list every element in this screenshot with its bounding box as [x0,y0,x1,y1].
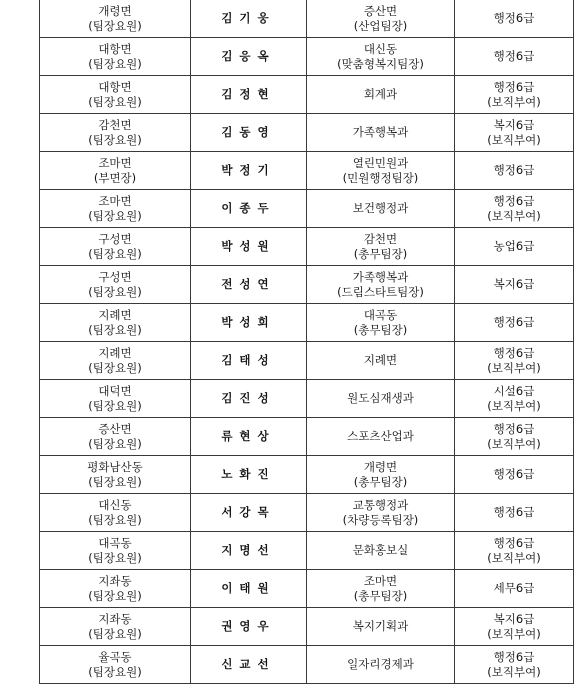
employee-name: 노화진 [191,456,307,494]
employee-name: 류현상 [191,418,307,456]
current-post-cell [40,646,191,684]
current-post-role: (팀장요원) [88,322,142,337]
current-post-office: 지좌동 [98,611,132,626]
new-post-office: 문화홍보실 [352,543,409,557]
employee-name: 박성희 [191,304,307,342]
grade-assignment-note: (보직부여) [487,436,541,451]
new-post-team: (총무팀장) [353,246,408,261]
current-post-cell [40,304,191,342]
new-post-cell [307,570,455,608]
new-post-office: 열린민원과 [352,155,409,170]
grade-cell [455,228,574,266]
grade-cell [455,38,574,76]
new-post-office: 교통행정과 [352,497,409,512]
grade-label: 행정6급 [493,79,535,94]
current-post-office: 대신동 [98,497,132,512]
current-post-role: (팀장요원) [88,246,142,261]
new-post-cell [307,0,455,38]
table-row [40,380,574,418]
employee-name: 박성원 [191,228,307,266]
new-post-cell [307,418,455,456]
new-post-cell [307,494,455,532]
table-row [40,342,574,380]
current-post-office: 평화남산동 [87,459,143,474]
current-post-cell [40,456,191,494]
new-post-cell [307,152,455,190]
current-post-cell [40,38,191,76]
table-row [40,228,574,266]
employee-name: 김응옥 [191,38,307,76]
new-post-cell [307,532,455,570]
current-post-cell [40,532,191,570]
new-post-team: (총무팀장) [353,474,408,489]
current-post-office: 대항면 [98,79,132,94]
employee-name: 김태성 [191,342,307,380]
new-post-team: (드림스타트팀장) [337,284,424,299]
grade-assignment-note: (보직부여) [487,208,541,223]
grade-cell [455,418,574,456]
table-row [40,608,574,646]
current-post-cell [40,114,191,152]
table-row [40,418,574,456]
employee-name: 서강목 [191,494,307,532]
current-post-cell [40,342,191,380]
employee-name: 박정기 [191,152,307,190]
grade-cell [455,608,574,646]
new-post-team: (맞춤형복지팀장) [337,56,424,71]
table-row [40,532,574,570]
current-post-cell [40,418,191,456]
table-row [40,456,574,494]
new-post-cell [307,608,455,646]
current-post-office: 구성면 [98,231,132,246]
new-post-cell [307,380,455,418]
employee-name: 신교선 [191,646,307,684]
grade-label: 세무6급 [493,581,535,595]
grade-label: 행정6급 [493,345,535,360]
grade-label: 행정6급 [493,649,535,664]
grade-label: 행정6급 [493,535,535,550]
grade-cell [455,380,574,418]
new-post-cell [307,342,455,380]
grade-label: 복지6급 [493,611,535,626]
grade-cell [455,114,574,152]
current-post-role: (팀장요원) [88,132,142,147]
table-row [40,0,574,38]
grade-label: 행정6급 [493,11,535,25]
grade-cell [455,570,574,608]
current-post-role: (팀장요원) [88,436,142,451]
current-post-role: (팀장요원) [88,18,142,33]
current-post-cell [40,76,191,114]
current-post-role: (팀장요원) [88,474,142,489]
employee-name: 이종두 [191,190,307,228]
new-post-office: 보건행정과 [352,201,409,215]
grade-label: 시설6급 [493,383,535,398]
current-post-cell [40,152,191,190]
grade-assignment-note: (보직부여) [487,550,541,565]
new-post-office: 조마면 [363,573,398,588]
current-post-cell [40,570,191,608]
new-post-cell [307,456,455,494]
employee-name: 이태원 [191,570,307,608]
grade-cell [455,304,574,342]
new-post-office: 가족행복과 [352,269,409,284]
grade-cell [455,532,574,570]
current-post-office: 증산면 [98,421,132,436]
grade-cell [455,342,574,380]
new-post-office: 개령면 [363,459,398,474]
new-post-cell [307,190,455,228]
new-post-cell [307,228,455,266]
current-post-cell [40,266,191,304]
current-post-role: (팀장요원) [88,664,142,679]
grade-assignment-note: (보직부여) [487,664,541,679]
grade-label: 행정6급 [493,315,535,329]
table-row [40,152,574,190]
employee-name: 김기웅 [191,0,307,38]
table-row [40,76,574,114]
employee-name: 김진성 [191,380,307,418]
current-post-role: (팀장요원) [88,550,142,565]
grade-cell [455,152,574,190]
grade-cell [455,190,574,228]
new-post-cell [307,38,455,76]
personnel-table-body [40,0,574,684]
table-row [40,190,574,228]
grade-assignment-note: (보직부여) [487,626,541,641]
table-row [40,570,574,608]
current-post-office: 지례면 [98,345,132,360]
employee-name: 전성연 [191,266,307,304]
grade-cell [455,646,574,684]
current-post-role: (팀장요원) [88,398,142,413]
current-post-office: 구성면 [98,269,132,284]
grade-assignment-note: (보직부여) [487,132,541,147]
grade-cell [455,76,574,114]
grade-cell [455,456,574,494]
new-post-team: (산업팀장) [353,18,408,33]
current-post-role: (팀장요원) [88,284,142,299]
table-row [40,646,574,684]
new-post-office: 복지기획과 [352,619,409,633]
new-post-office: 대신동 [363,41,398,56]
current-post-office: 지례면 [98,307,132,322]
current-post-office: 조마면 [98,193,132,208]
grade-label: 농업6급 [493,239,535,253]
current-post-office: 지좌동 [98,573,132,588]
table-row [40,304,574,342]
new-post-cell [307,114,455,152]
current-post-office: 대곡동 [98,535,132,550]
new-post-team: (차량등록팀장) [342,512,419,527]
grade-assignment-note: (보직부여) [487,360,541,375]
current-post-role: (팀장요원) [88,56,142,71]
employee-name: 김동영 [191,114,307,152]
grade-assignment-note: (보직부여) [487,398,541,413]
current-post-cell [40,380,191,418]
grade-cell [455,0,574,38]
new-post-office: 원도심재생과 [347,391,414,405]
current-post-cell [40,494,191,532]
current-post-office: 대덕면 [98,383,132,398]
new-post-cell [307,76,455,114]
new-post-cell [307,266,455,304]
grade-label: 행정6급 [493,193,535,208]
table-row [40,114,574,152]
current-post-office: 감천면 [98,117,132,132]
new-post-office: 대곡동 [363,307,398,322]
employee-name: 지명선 [191,532,307,570]
current-post-cell [40,0,191,38]
current-post-cell [40,608,191,646]
new-post-cell [307,646,455,684]
new-post-office: 일자리경제과 [347,657,414,671]
grade-label: 복지6급 [493,277,535,291]
table-row [40,494,574,532]
new-post-cell [307,304,455,342]
current-post-cell [40,190,191,228]
grade-label: 행정6급 [493,49,535,63]
new-post-office: 증산면 [363,3,398,18]
new-post-office: 지례면 [363,353,398,367]
new-post-office: 가족행복과 [352,125,409,139]
table-row [40,38,574,76]
grade-cell [455,266,574,304]
current-post-office: 개령면 [98,3,132,18]
current-post-office: 대항면 [98,41,132,56]
new-post-team: (총무팀장) [353,322,408,337]
current-post-cell [40,228,191,266]
current-post-role: (팀장요원) [88,208,142,223]
grade-label: 행정6급 [493,467,535,481]
grade-cell [455,494,574,532]
current-post-role: (팀장요원) [88,588,142,603]
new-post-office: 회계과 [363,87,398,101]
current-post-office: 조마면 [98,155,132,170]
current-post-role: (부면장) [93,170,137,185]
employee-name: 권영우 [191,608,307,646]
new-post-team: (총무팀장) [353,588,408,603]
employee-name: 김정현 [191,76,307,114]
current-post-role: (팀장요원) [88,626,142,641]
grade-assignment-note: (보직부여) [487,94,541,109]
new-post-office: 감천면 [363,231,398,246]
current-post-office: 율곡동 [98,649,132,664]
new-post-team: (민원행정팀장) [342,170,419,185]
current-post-role: (팀장요원) [88,360,142,375]
grade-label: 행정6급 [493,421,535,436]
grade-label: 행정6급 [493,505,535,519]
current-post-role: (팀장요원) [88,94,142,109]
table-row [40,266,574,304]
new-post-office: 스포츠산업과 [347,429,414,443]
current-post-role: (팀장요원) [88,512,142,527]
personnel-table [39,0,574,684]
grade-label: 복지6급 [493,117,535,132]
grade-label: 행정6급 [493,163,535,177]
